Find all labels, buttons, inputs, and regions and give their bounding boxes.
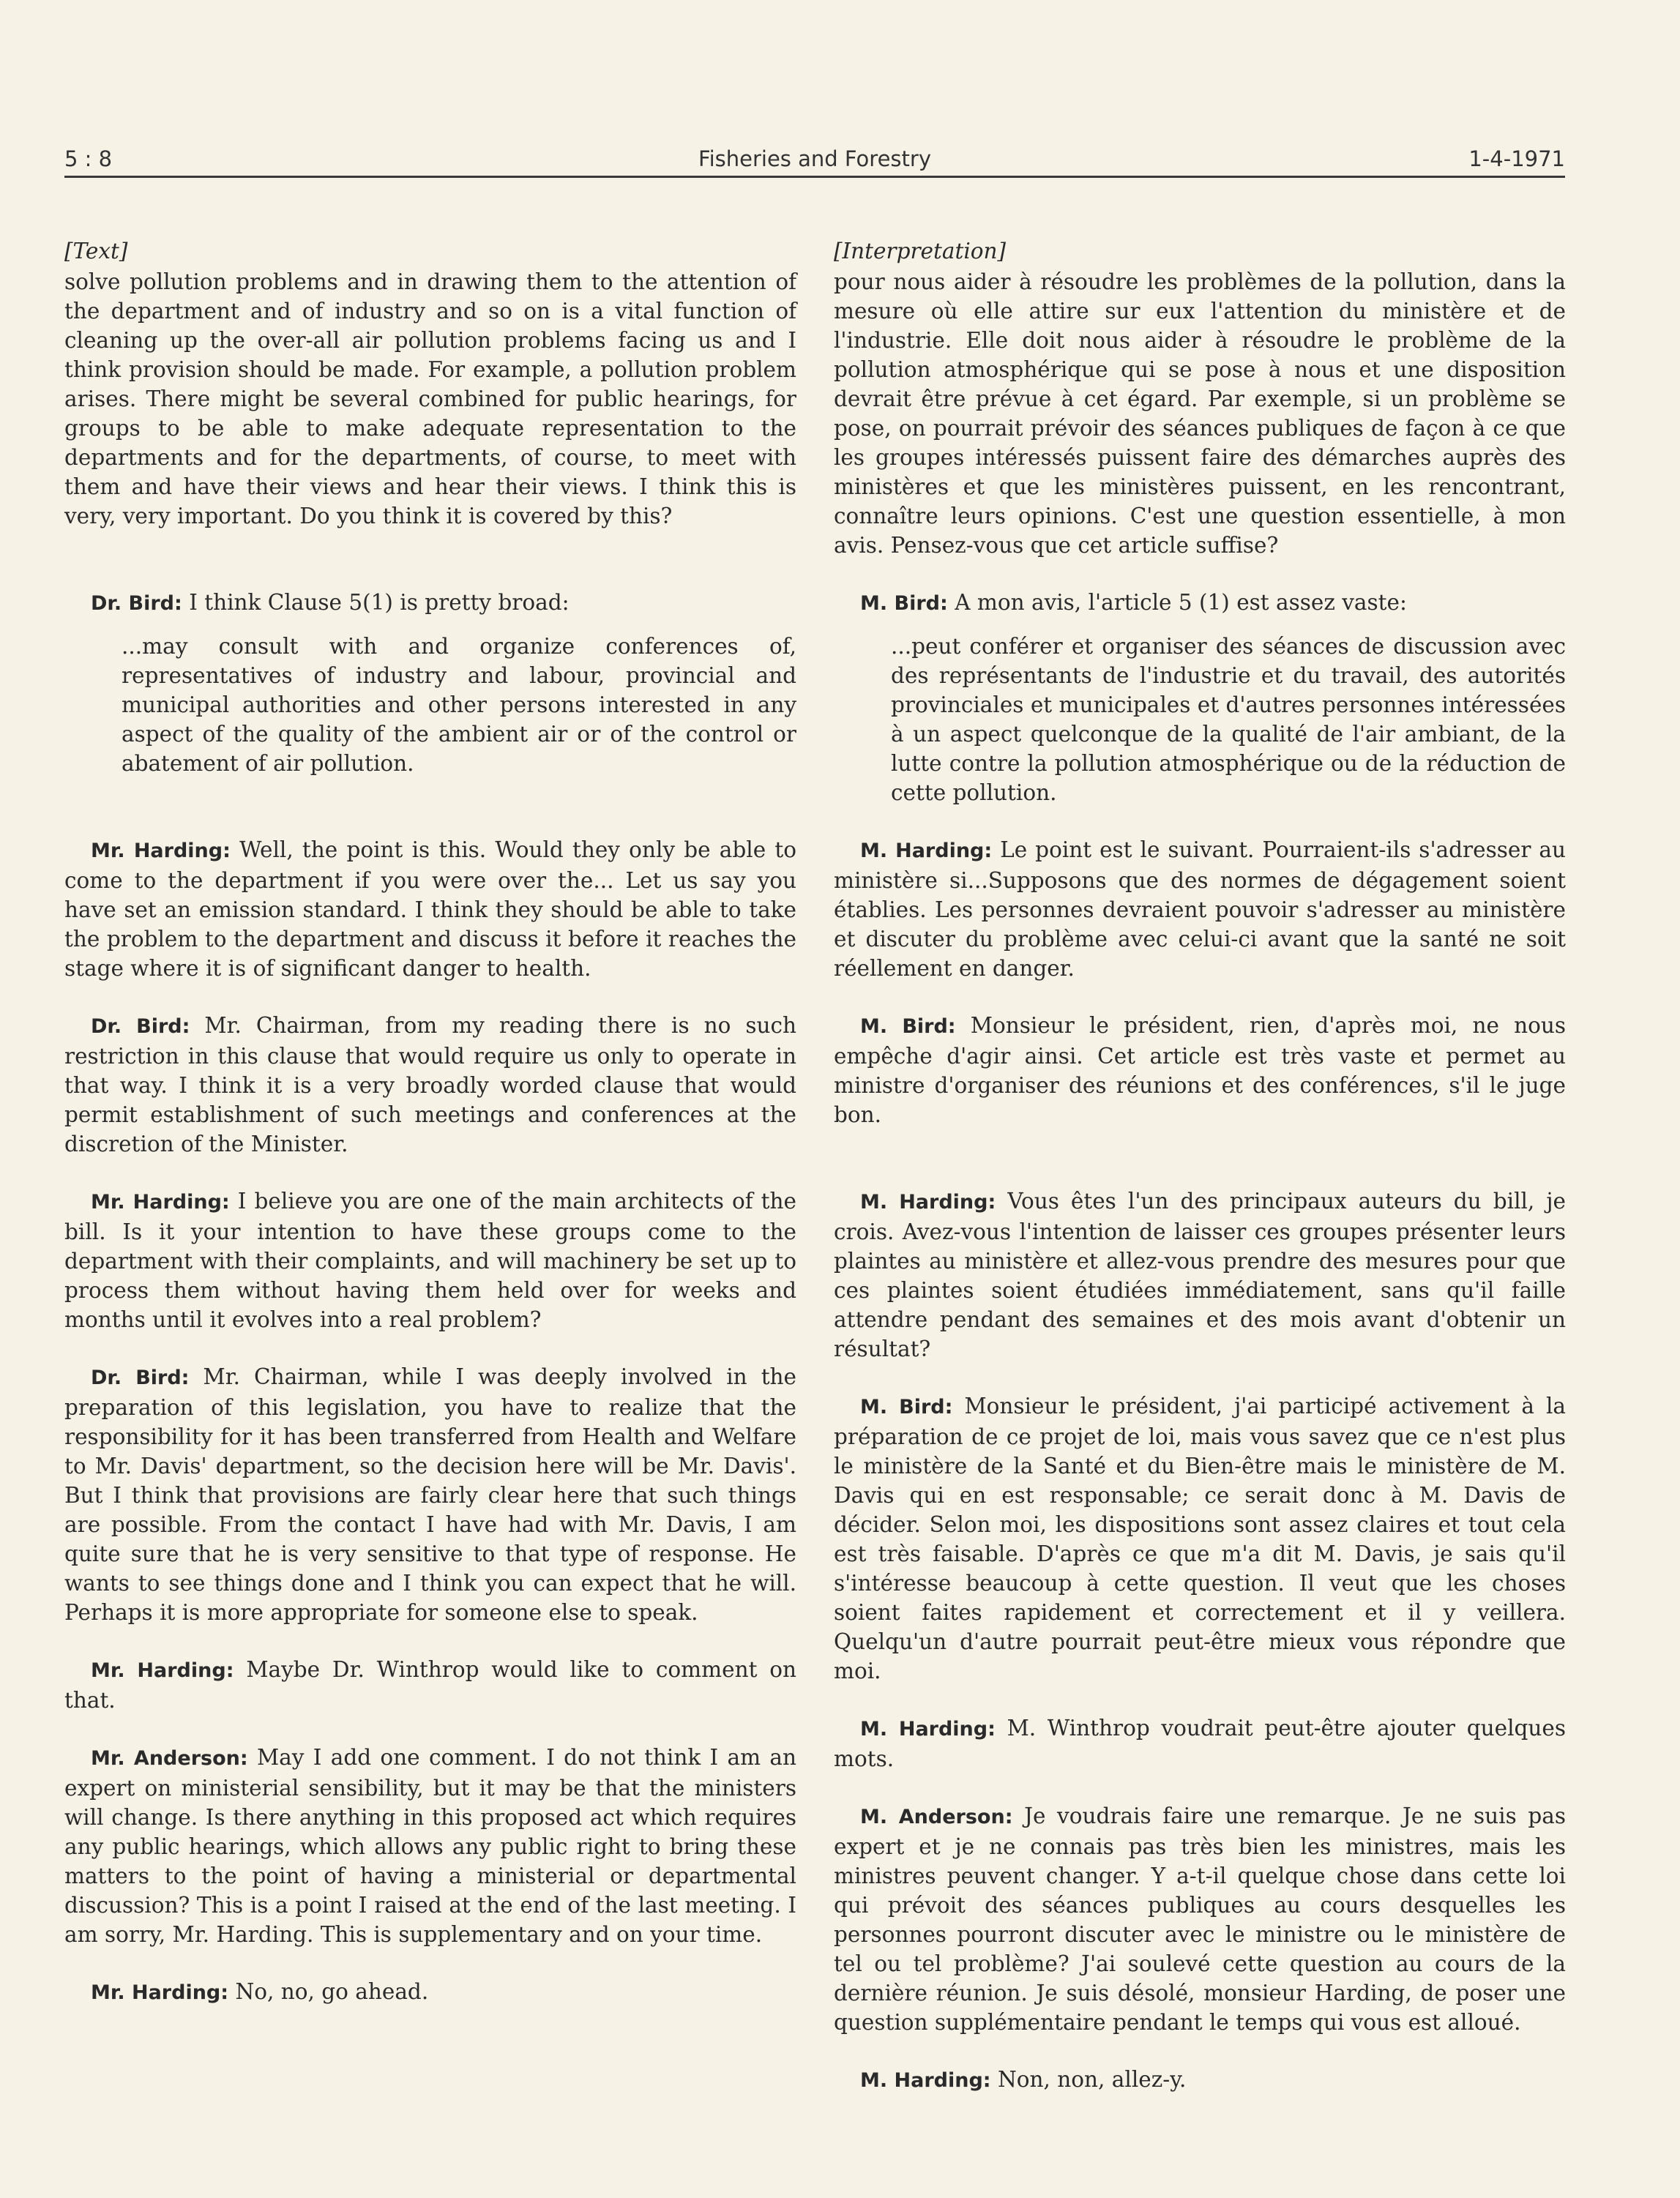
speaker-name: Mr. Harding: bbox=[91, 1191, 230, 1214]
speaker-name: M. Bird: bbox=[860, 1396, 953, 1418]
speech-text: I believe you are one of the main architects of the bill. Is it your intention to have these groups come to the department with their complaints, and will machinery be set up to process them without having them held over for weeks and months until it evolves into a real problem? bbox=[64, 1189, 796, 1332]
page-date: 1-4-1971 bbox=[1468, 146, 1565, 171]
speaker-name: M. Harding: bbox=[860, 1718, 996, 1741]
speaker-name: M. Harding: bbox=[860, 2069, 991, 2092]
speech-paragraph bbox=[834, 588, 1566, 618]
speech-paragraph bbox=[64, 588, 796, 618]
speaker-name: M. Bird: bbox=[860, 1015, 956, 1038]
speech-text: May I add one comment. I do not think I am an expert on ministerial sensibility, but it may be that the ministers will change. Is there anything in this proposed act which requires any public hearings, which allows any public right to bring these matters to the point of having a ministerial or departmental discussion? This is a point I raised at the end of the last meeting. I am sorry, Mr. Harding. This is supplementary and on your time. bbox=[64, 1745, 796, 1947]
speech-text: Mr. Chairman, from my reading there is no such restriction in this clause that would require us only to operate in that way. I think it is a very broadly worded clause that would permit establishment of such meetings and conferences at the discretion of the Minister. bbox=[64, 1013, 796, 1156]
speaker-name: Dr. Bird: bbox=[91, 592, 182, 615]
speech-text: I think Clause 5(1) is pretty broad: bbox=[182, 590, 570, 615]
speech-text: Monsieur le président, j'ai participé activement à la préparation de ce projet de loi, mais vous savez que ce n'est plus le ministère de la Santé et du Bien-être mais le ministère de M. Davis qui en est responsable; ce serait donc à M. Davis de décider. Selon moi, les dispositions sont assez claires et tout cela est très faisable. D'après ce que m'a dit M. Davis, je sais qu'il s'intéresse beaucoup à cette question. Il veut que les choses soient faites rapidement et correctement et il y veillera. Quelqu'un d'autre pourrait peut-être mieux vous répondre que moi. bbox=[834, 1394, 1566, 1683]
speech-text: Mr. Chairman, while I was deeply involved in the preparation of this legislation, you have to realize that the responsibility for it has been transferred from Health and Welfare to Mr. Davis' department, so the decision here will be Mr. Davis'. But I think that provisions are fairly clear here that such things are possible. From the contact I have had with Mr. Davis, I am quite sure that he is very sensitive to that type of response. He wants to see things done and I think you can expect that he will. Perhaps it is more appropriate for someone else to speak. bbox=[64, 1364, 797, 1625]
speech-paragraph bbox=[64, 1977, 796, 2008]
speaker-name: M. Harding: bbox=[860, 840, 993, 862]
speaker-name: Dr. Bird: bbox=[91, 1015, 190, 1038]
speech-text: Well, the point is this. Would they only be able to come to the department if you were over the... Let us say you have set an emission standard. I think they should be able to take the problem to the department and discuss it before it reaches the stage where it is of significant danger to health. bbox=[64, 837, 796, 981]
speech-paragraph bbox=[834, 835, 1566, 983]
english-column bbox=[64, 236, 796, 2008]
quoted-clause: ...peut conférer et organiser des séances de discussion avec des représentants de l'industrie et du travail, des autorités provinciales et municipales et d'autres personnes intéressées à un aspect quelconque de la qualité de l'air ambiant, de la lutte contre la pollution atmosphérique ou de la réduction de cette pollution. bbox=[891, 634, 1566, 805]
speaker-name: Mr. Anderson: bbox=[91, 1747, 248, 1770]
page-number: 5 : 8 bbox=[64, 146, 113, 171]
speaker-name: Mr. Harding: bbox=[91, 1981, 229, 2004]
text-tag: [Text] bbox=[64, 239, 128, 263]
speech-paragraph bbox=[64, 835, 796, 983]
speaker-name: M. Bird: bbox=[860, 592, 948, 615]
speech-text: Maybe Dr. Winthrop would like to comment on that. bbox=[64, 1657, 796, 1713]
speech-text: A mon avis, l'article 5 (1) est assez vaste: bbox=[947, 590, 1407, 615]
speech-paragraph bbox=[64, 1655, 796, 1715]
speaker-name: Dr. Bird: bbox=[91, 1367, 190, 1389]
speech-paragraph bbox=[834, 1713, 1566, 1773]
speaker-name: Mr. Harding: bbox=[91, 840, 231, 862]
intro-paragraph: solve pollution problems and in drawing them to the attention of the department and of industry and so on is a vital function of cleaning up the over-all air pollution problems facing us and I think provision should be made. For example, a pollution problem arises. There might be several combined for public hearings, for groups to be able to make adequate representation to the departments and for the departments, of course, to meet with them and have their views and hear their views. I think this is very, very important. Do you think it is covered by this? bbox=[64, 269, 796, 528]
intro-paragraph: pour nous aider à résoudre les problèmes de la pollution, dans la mesure où elle attire sur eux l'attention du ministère et de l'industrie. Elle doit nous aider à résoudre le problème de la pollution atmosphérique qui se pose à nous et une disposition devrait être prévue à cet égard. Par exemple, si un problème se pose, on pourrait prévoir des séances publiques de façon à ce que les groupes intéressés puissent faire des démarches auprès des ministères et que les ministères puissent, en les rencontrant, connaître leurs opinions. C'est une question essentielle, à mon avis. Pensez-vous que cet article suffise? bbox=[834, 269, 1566, 558]
speech-paragraph bbox=[64, 1186, 796, 1334]
page-title: Fisheries and Forestry bbox=[698, 146, 931, 171]
speech-paragraph bbox=[834, 1186, 1566, 1364]
page-header bbox=[64, 143, 1565, 178]
french-column bbox=[834, 236, 1566, 2096]
speech-paragraph bbox=[834, 2065, 1566, 2096]
quoted-clause: ...may consult with and organize conferences of, representatives of industry and labour, provincial and municipal authorities and other persons interested in any aspect of the quality of the ambient air or of the control or abatement of air pollution. bbox=[122, 634, 796, 776]
speaker-name: Mr. Harding: bbox=[91, 1659, 234, 1682]
speech-paragraph bbox=[64, 1743, 796, 1949]
interpretation-tag: [Interpretation] bbox=[834, 239, 1007, 263]
speech-text: Monsieur le président, rien, d'après moi, ne nous empêche d'agir ainsi. Cet article est très vaste et permet au ministre d'organiser des réunions et des conférences, s'il le juge bon. bbox=[834, 1013, 1566, 1127]
speech-text: Vous êtes l'un des principaux auteurs du bill, je crois. Avez-vous l'intention de laisser ces groupes présenter leurs plaintes au ministère et allez-vous prendre des mesures pour que ces plaintes soient étudiées immédiatement, sans qu'il faille attendre pendant des semaines et des mois avant d'obtenir un résultat? bbox=[834, 1189, 1566, 1361]
speech-text: Je voudrais faire une remarque. Je ne suis pas expert et je ne connais pas très bien les ministres, mais les ministres peuvent changer. Y a-t-il quelque chose dans cette loi qui prévoit des séances publiques au cours desquelles les personnes pourront discuter avec le ministre ou le ministère de tel ou tel problème? J'ai soulevé cette question au cours de la dernière réunion. Je suis désolé, monsieur Harding, de poser une question supplémentaire pendant le temps qui vous est alloué. bbox=[834, 1803, 1566, 2035]
speech-paragraph bbox=[834, 1391, 1566, 1686]
speech-paragraph bbox=[64, 1011, 796, 1159]
speaker-name: M. Anderson: bbox=[860, 1806, 1013, 1828]
speech-text: M. Winthrop voudrait peut-être ajouter quelques mots. bbox=[834, 1716, 1566, 1771]
speech-text: No, no, go ahead. bbox=[228, 1979, 429, 2004]
speech-text: Non, non, allez-y. bbox=[990, 2067, 1187, 2092]
speech-text: Le point est le suivant. Pourraient-ils s'adresser au ministère si...Supposons que des normes de dégagement soient établies. Les personnes devraient pouvoir s'adresser au ministère et discuter du problème avec celui-ci avant que la santé ne soit réellement en danger. bbox=[834, 837, 1566, 981]
speech-paragraph bbox=[834, 1801, 1566, 2037]
speech-paragraph bbox=[834, 1011, 1566, 1129]
speaker-name: M. Harding: bbox=[860, 1191, 996, 1214]
speech-paragraph bbox=[64, 1362, 796, 1627]
